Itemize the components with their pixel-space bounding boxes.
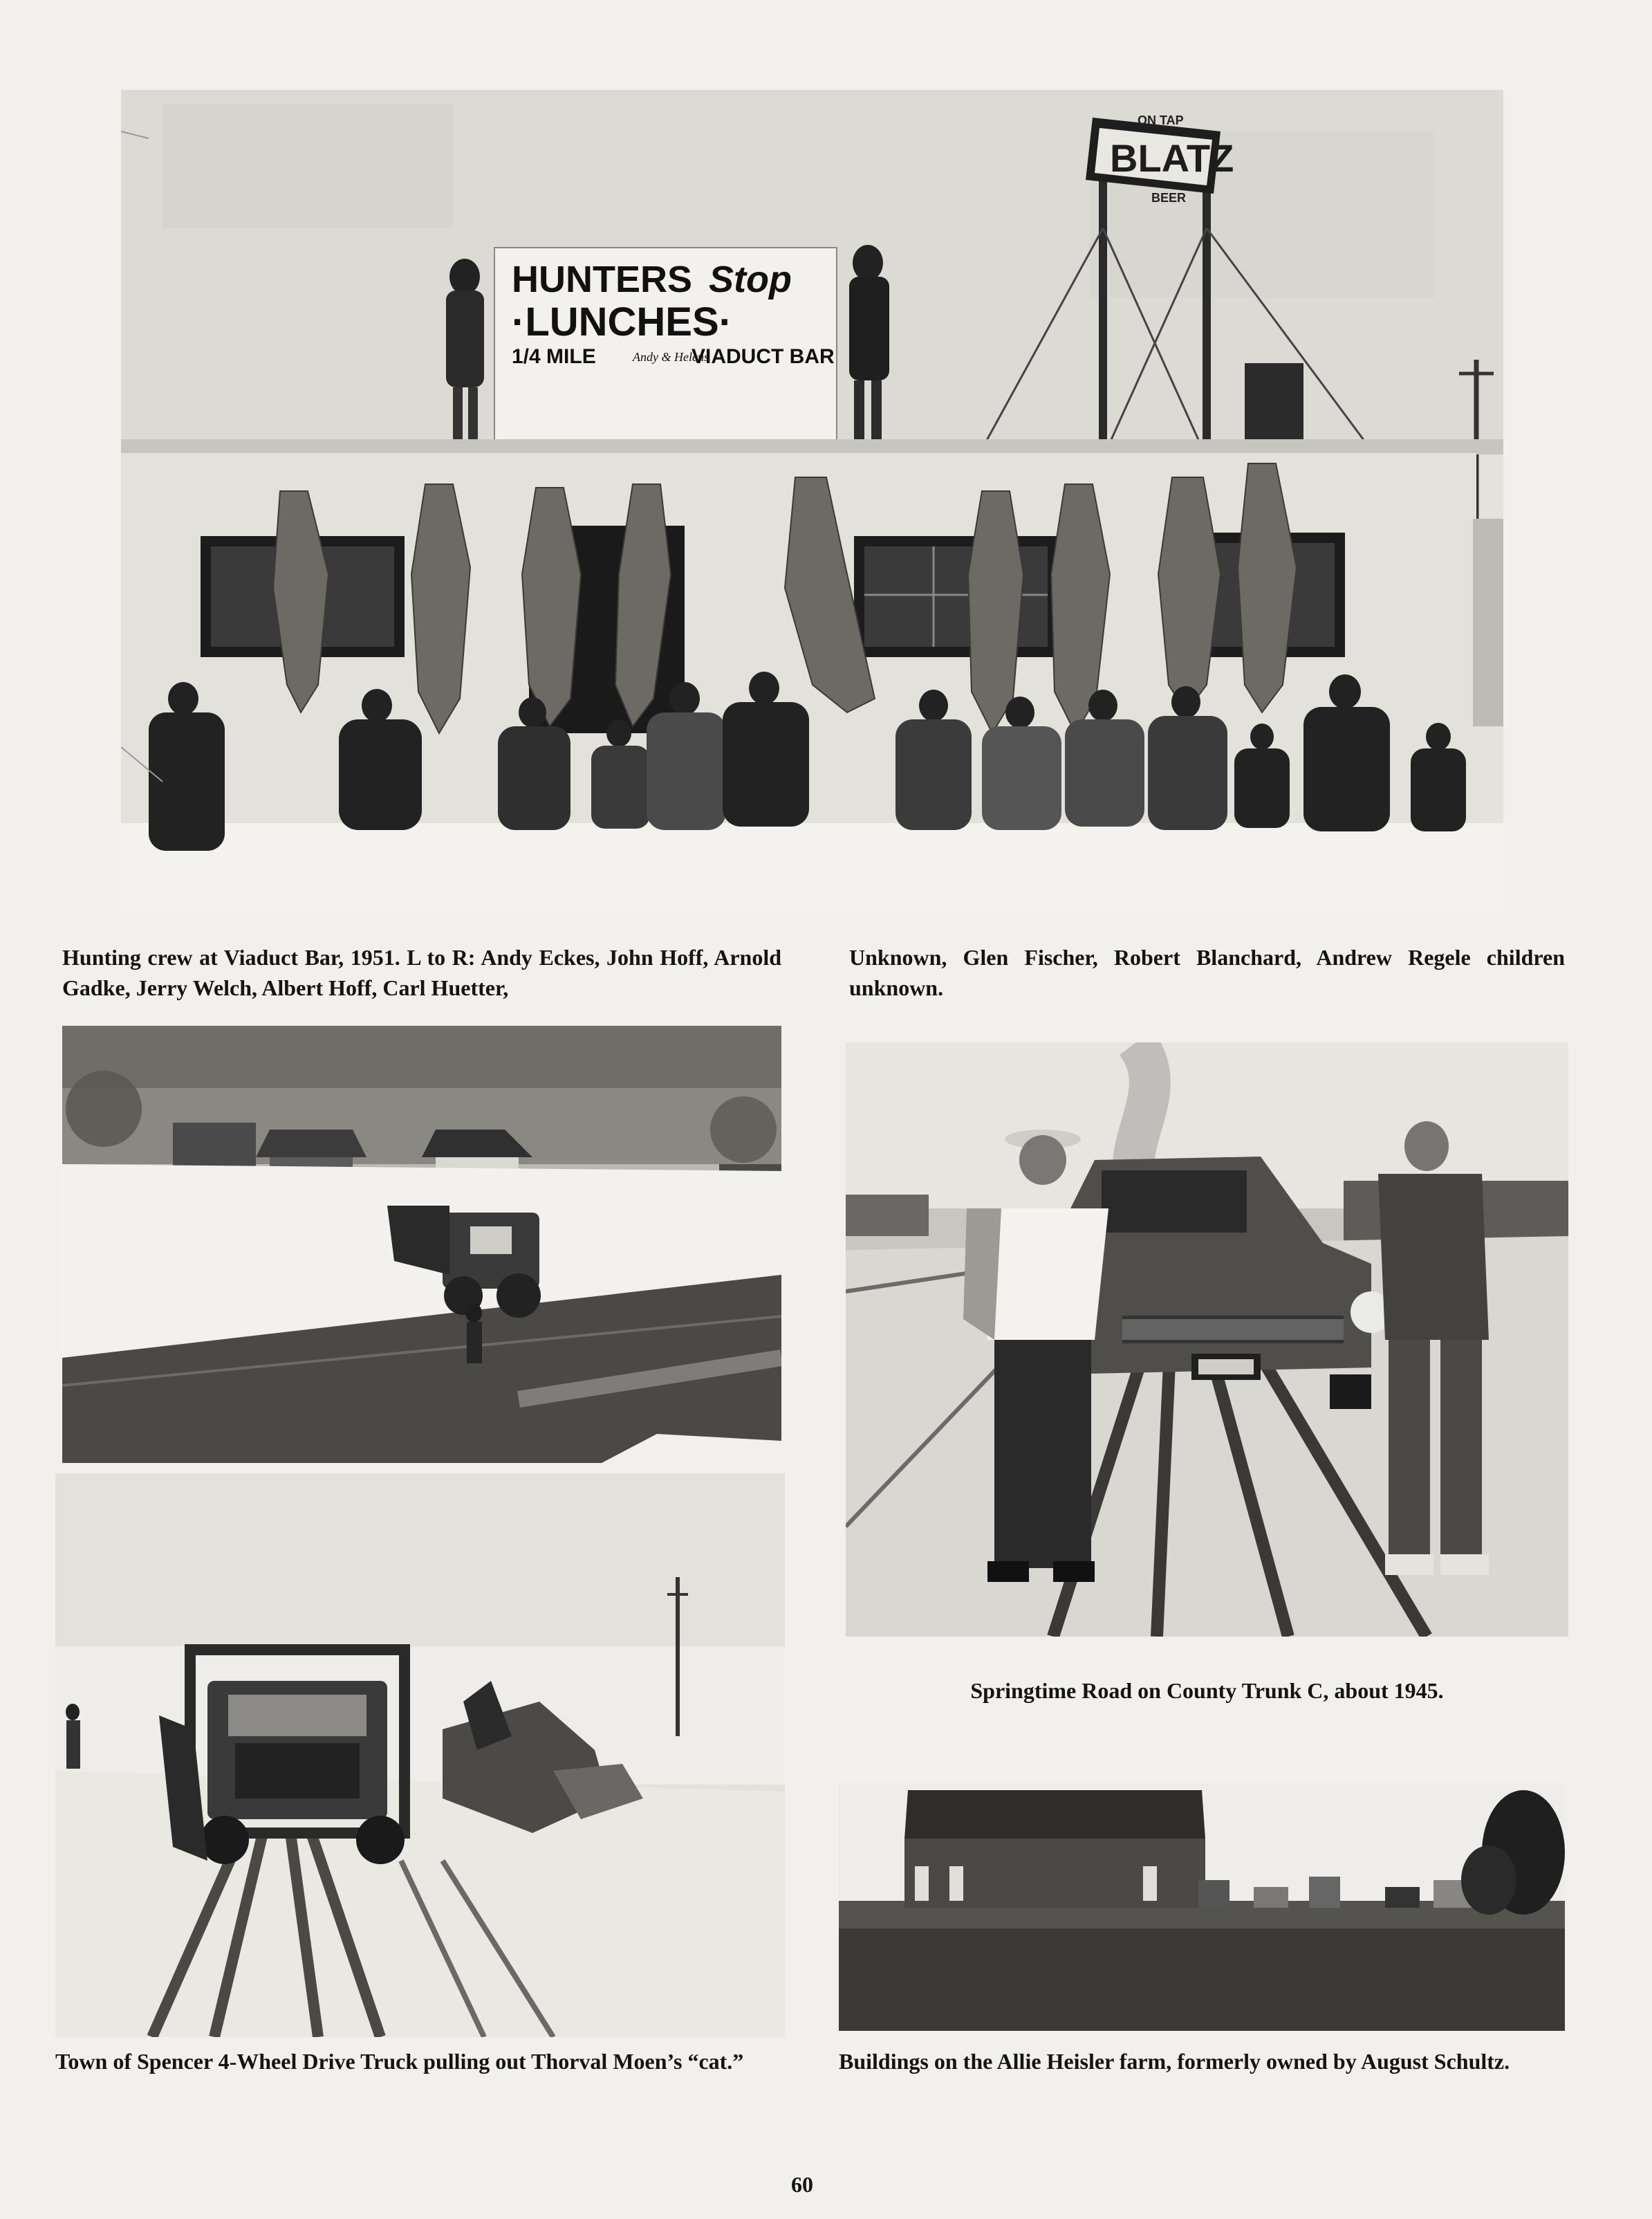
sign-viaduct-bar: VIADUCT BAR xyxy=(692,345,835,368)
hunting-crew-photo xyxy=(121,90,1503,913)
sign-stop: Stop xyxy=(709,259,792,300)
blatz-sign-top: ON TAP xyxy=(1138,113,1184,127)
hunters-stop-lunches-sign xyxy=(494,248,837,455)
springtime-road-photo xyxy=(846,1042,1568,1637)
blatz-sign-name: BLATZ xyxy=(1110,136,1234,180)
caption-spencer-truck: Town of Spencer 4-Wheel Drive Truck pulling out Thorval Moen’s “cat.” xyxy=(55,2049,744,2074)
blatz-sign-bottom: BEER xyxy=(1151,191,1187,205)
sign-owners: Andy & Helens xyxy=(633,350,709,364)
caption-heisler-farm: Buildings on the Allie Heisler farm, formerly owned by August Schultz. xyxy=(839,2049,1510,2074)
heisler-farm-photo xyxy=(839,1783,1565,2031)
page-number: 60 xyxy=(791,2172,813,2197)
caption-hunting-crew-left: Hunting crew at Viaduct Bar, 1951. L to R: Andy Eckes, John Hoff, Arnold Gadke, Jerry Welch, Albert Hoff, Carl Huetter, xyxy=(62,945,781,1000)
sign-mile: 1/4 MILE xyxy=(512,345,596,368)
bleed-through-text xyxy=(62,21,823,97)
polanek-farm-photo xyxy=(62,1026,781,1463)
bleed-through-text xyxy=(1079,55,1618,76)
spencer-truck-photo xyxy=(55,1473,785,2037)
caption-springtime-road: Springtime Road on County Trunk C, about 1945. xyxy=(970,1678,1444,1703)
sign-lunches: ·LUNCHES· xyxy=(512,300,732,344)
caption-hunting-crew-right: Unknown, Glen Fischer, Robert Blanchard, Andrew Regele children unknown. xyxy=(849,945,1565,1000)
sign-hunters: HUNTERS xyxy=(512,259,693,300)
